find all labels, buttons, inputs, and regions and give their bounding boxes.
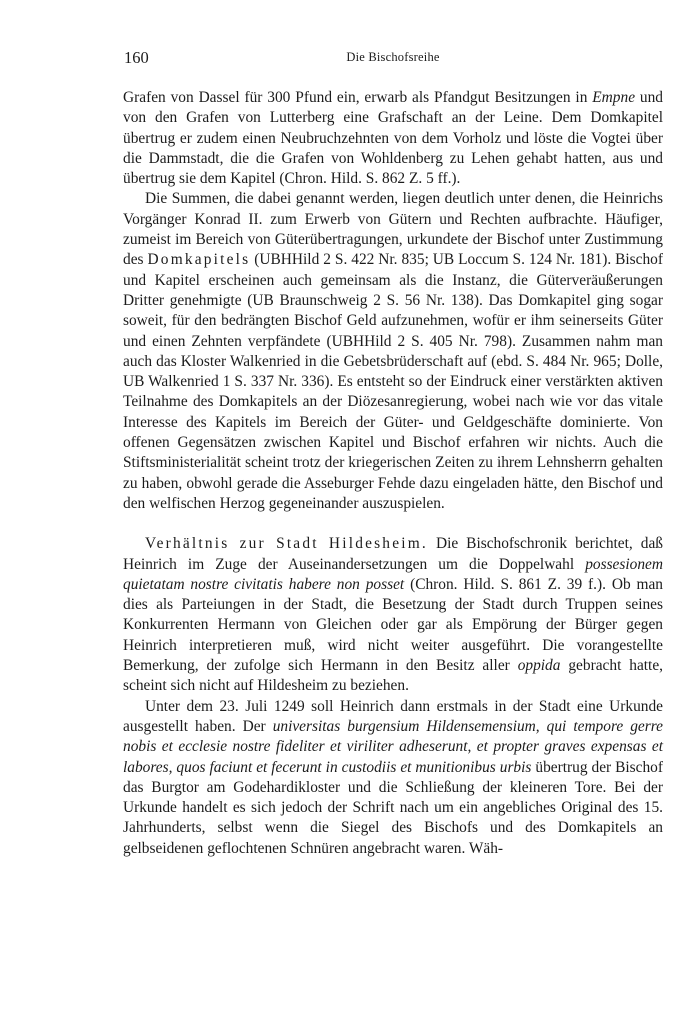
- text-run: Unter dem 23. Juli 1249 soll Heinrich dann erstmals in der Stadt eine Urkunde ausgestellt haben. Der: [123, 697, 663, 735]
- text-run: Die Bischofschronik berichtet, daß Heinrich im Zuge der Auseinandersetzungen um die Doppelwahl: [123, 535, 663, 573]
- text-run: (Chron. Hild. S. 861 Z. 39 f.). Ob man dies als Parteiungen in der Stadt, die Besetzung der Stadt durch Truppen seines Konkurrenten Hermann von Gleichen oder gar als Empörung der Bürger gegen Heinrich interpretieren muß, wird nicht weiter ausgeführt. Die vorangestellte Bemerkung, der zufolge sich Hermann in den Besitz aller: [123, 575, 663, 675]
- text-run: und von den Grafen von Lutterberg eine Grafschaft an der Leine. Dem Domkapitel übertrug er zudem einen Neubruchzehnten von dem Vorholz und löste die Vogtei über die Dammstadt, die die Grafen von Wohldenberg zu Lehen gehabt hatten, aus und übertrug sie dem Kapitel (Chron. Hild. S. 862 Z. 5 ff.).: [123, 89, 663, 188]
- italic-place-name: Empne: [592, 89, 636, 106]
- text-run: Grafen von Dassel für 300 Pfund ein, erwarb als Pfandgut Besitzungen in: [123, 89, 593, 106]
- paragraph: [123, 697, 663, 859]
- italic-term: oppida: [517, 657, 561, 675]
- text-run: gebracht hatte, scheint sich nicht auf Hildesheim zu beziehen.: [123, 657, 664, 695]
- page-number: 160: [124, 48, 149, 67]
- latin-quote: universitas burgensium Hildensemensium, qui tempore gerre nobis et ecclesie nostre fideliter et viriliter adheserunt, et propter graves expensas et labores, quos faciunt et fecerunt in custodiis et munitionibus urbis: [123, 717, 663, 776]
- section-heading: Verhältnis zur Stadt Hildesheim.: [145, 535, 428, 553]
- paragraph: [123, 88, 663, 189]
- spaced-term: Domkapitels: [147, 251, 251, 269]
- paragraph: [123, 189, 663, 514]
- text-run: übertrug der Bischof das Burgtor am Godehardikloster und die Schließung der kleineren Tore. Bei der Urkunde handelt es sich jedoch der Schrift nach um ein angebliches Original des 15. Jahrhunderts, selbst wenn die Siegel des Bischofs und des Domkapitels an gelbseidenen geflochtenen Schnüren angebracht waren. Wäh-: [123, 758, 663, 857]
- paragraph: [123, 534, 663, 696]
- latin-quote: possesionem quietatam nostre civitatis habere non posset: [123, 555, 663, 593]
- text-run: Die Summen, die dabei genannt werden, liegen deutlich unter denen, die Heinrichs Vorgänger Konrad II. zum Erwerb von Gütern und Rechten aufbrachte. Häufiger, zumeist im Bereich von Güterübertragungen, urkundete der Bischof unter Zustimmung des: [123, 190, 663, 269]
- text-run: (UBHHild 2 S. 422 Nr. 835; UB Loccum S. 124 Nr. 181). Bischof und Kapitel erscheinen auch gemeinsam als die Instanz, die Güterveräußerungen Dritter genehmigte (UB Braunschweig 2 S. 56 Nr. 138). Das Domkapitel ging sogar soweit, für den bedrängten Bischof Geld aufzunehmen, wofür er ihm seinerseits Güter und einen Zehnten verpfändete (UBHHild 2 S. 405 Nr. 798). Zusammen nahm man auch das Kloster Walkenried in die Gebetsbrüderschaft auf (ebd. S. 484 Nr. 965; Dolle, UB Walkenried 1 S. 337 Nr. 336). Es entsteht so der Eindruck einer verstärkten aktiven Teilnahme des Domkapitels an der Diözesanregierung, wobei nach wie vor das vitale Interesse des Kapitels im Bereich der Güter- und Geldgeschäfte dominierte. Von offenen Gegensätzen zwischen Kapitel und Bischof erfahren wir nichts. Auch die Stiftsministerialität scheint trotz der kriegerischen Zeiten zu ihrem Lehnsherrn gehalten zu haben, obwohl gerade die Asseburger Fehde dazu eingeladen hätte, den Bischof und den welfischen Herzog gegeneinander auszuspielen.: [123, 251, 663, 512]
- running-title: Die Bischofsreihe: [346, 50, 440, 64]
- body-text: [123, 88, 663, 859]
- page-header: [124, 48, 662, 70]
